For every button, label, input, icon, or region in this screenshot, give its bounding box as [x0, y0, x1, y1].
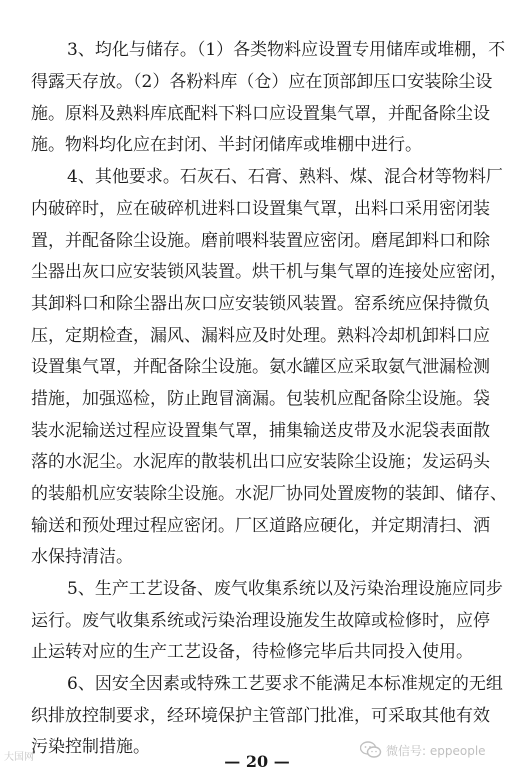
wechat-id-label: 微信号: eppeople: [386, 743, 486, 758]
text-line: 置，并配备除尘设施。磨前喂料装置应密闭。磨尾卸料口和除: [31, 231, 490, 251]
text-line: 输送和预处理过程应密闭。厂区道路应硬化，并定期清扫、洒: [31, 516, 490, 536]
text-line: 措施，加强巡检，防止跑冒滴漏。包装机应配备除尘设施。袋: [31, 389, 490, 409]
watermark-left: 大国网: [4, 752, 34, 763]
text-line: 止运转对应的生产工艺设备，待检修完毕后共同投入使用。: [31, 642, 473, 662]
text-line: 织排放控制要求，经环境保护主管部门批准，可采取其他有效: [31, 706, 490, 726]
text-line: 3、均化与储存。（1）各类物料应设置专用储库或堆棚，不: [67, 40, 506, 60]
text-line: 落的水泥尘。水泥库的散装机出口应安装除尘设施；发运码头: [31, 452, 490, 472]
page-number: — 20 —: [224, 752, 290, 771]
text-line: 尘器出灰口应安装锁风装置。烘干机与集气罩的连接处应密闭，: [31, 262, 507, 282]
text-line: 压，定期检查，漏风、漏料应及时处理。熟料冷却机卸料口应: [31, 326, 490, 346]
wechat-watermark: [360, 741, 486, 759]
text-line: 水保持清洁。: [31, 547, 133, 567]
text-line: 得露天存放。（2）各粉料库（仓）应在顶部卸压口安装除尘设: [31, 72, 493, 92]
text-line: 5、生产工艺设备、废气收集系统以及污染治理设施应同步: [67, 579, 503, 599]
text-line: 设置集气罩，并配备除尘设施。氨水罐区应采取氨气泄漏检测: [31, 357, 490, 377]
wechat-icon: [360, 741, 382, 759]
text-line: 运行。废气收集系统或污染治理设施发生故障或检修时，应停: [31, 611, 490, 631]
text-line: 施。物料均化应在封闭、半封闭储库或堆棚中进行。: [31, 135, 422, 155]
text-line: 的装船机应安装除尘设施。水泥厂协同处置废物的装卸、储存、: [31, 484, 507, 504]
text-line: 装水泥输送过程应设置集气罩，捕集输送皮带及水泥袋表面散: [31, 421, 490, 441]
text-line: 施。原料及熟料库底配料下料口应设置集气罩，并配备除尘设: [31, 104, 490, 124]
text-line: 其卸料口和除尘器出灰口应安装锁风装置。窑系统应保持微负: [31, 294, 490, 314]
text-line: 内破碎时，应在破碎机进料口设置集气罩，出料口采用密闭装: [31, 199, 490, 219]
text-line: 6、因安全因素或特殊工艺要求不能满足本标准规定的无组: [67, 674, 503, 694]
text-line: 污染控制措施。: [31, 737, 150, 757]
text-line: 4、其他要求。石灰石、石膏、熟料、煤、混合材等物料厂: [67, 167, 503, 187]
